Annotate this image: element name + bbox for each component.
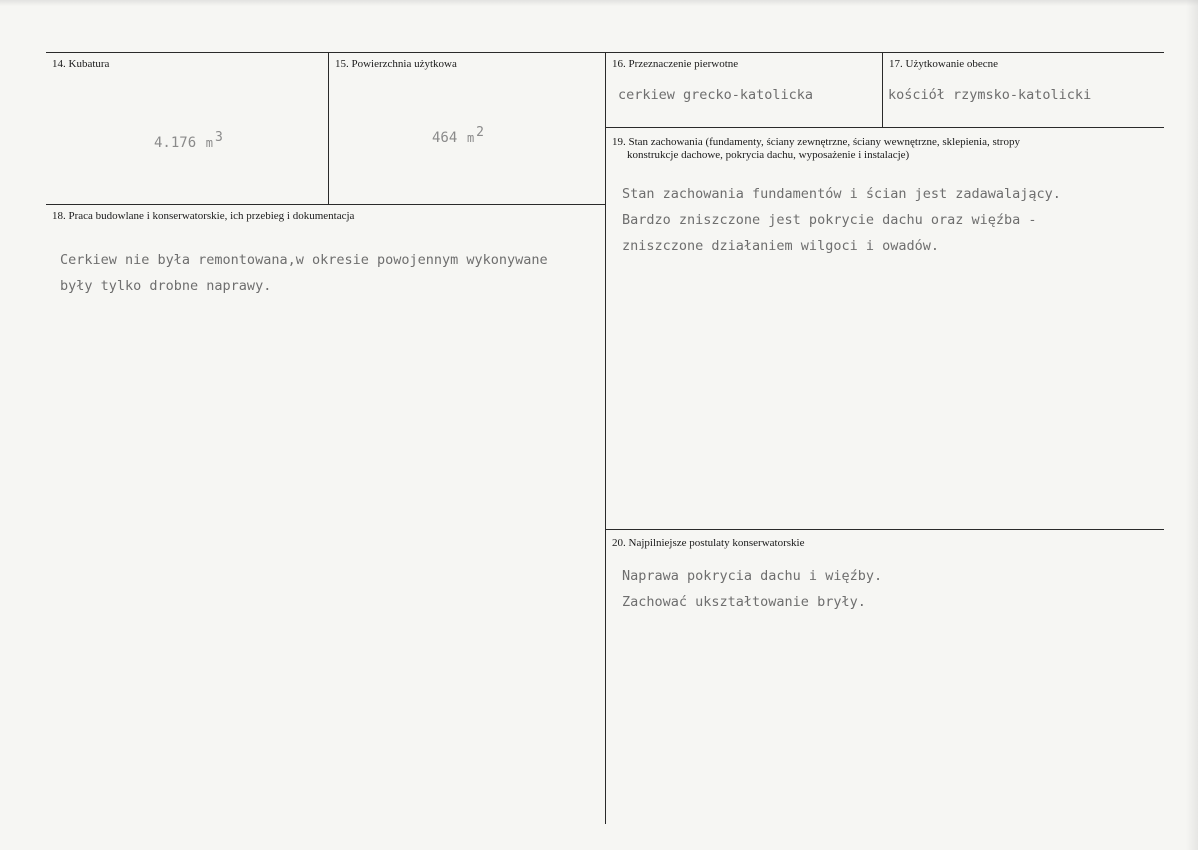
stan-label-line-1: 19. Stan zachowania (fundamenty, ściany zewnętrzne, ściany wewnętrzne, sklepienia, stropy — [612, 136, 1020, 148]
postulaty-label: 20. Najpilniejsze postulaty konserwatorskie — [612, 537, 805, 549]
uzytkowanie-label: 17. Użytkowanie obecne — [889, 58, 999, 70]
praca-line-2: były tylko drobne naprawy. — [60, 278, 272, 294]
center-divider — [605, 52, 606, 824]
powierzchnia-value — [432, 127, 484, 146]
stan-line-1: Stan zachowania fundamentów i ścian jest zadawalający. — [622, 186, 1061, 202]
kubatura-number: 4.176 — [154, 135, 197, 151]
stan-line-2: Bardzo zniszczone jest pokrycie dachu oraz więźba - — [622, 212, 1037, 228]
kubatura-value — [154, 132, 223, 151]
stan-label-line-2: konstrukcje dachowe, pokrycia dachu, wyposażenie i instalacje) — [627, 149, 910, 161]
powierzchnia-label: 15. Powierzchnia użytkowa — [335, 58, 457, 70]
paper-right-edge — [1186, 0, 1198, 850]
stan-line-3: zniszczone działaniem wilgoci i owadów. — [622, 238, 939, 254]
line-above-20 — [605, 529, 1164, 530]
przeznaczenie-value: cerkiew grecko-katolicka — [618, 87, 814, 103]
line-under-14-15 — [46, 204, 606, 205]
divider-14-15 — [328, 52, 329, 204]
powierzchnia-exponent: 2 — [476, 125, 484, 140]
praca-line-1: Cerkiew nie była remontowana,w okresie powojennym wykonywane — [60, 252, 548, 268]
praca-label: 18. Praca budowlane i konserwatorskie, ich przebieg i dokumentacja — [52, 210, 355, 222]
paper-top-edge — [0, 0, 1198, 6]
powierzchnia-unit: m — [466, 131, 475, 145]
line-under-16-17 — [605, 127, 1164, 128]
przeznaczenie-label: 16. Przeznaczenie pierwotne — [612, 58, 739, 70]
powierzchnia-number: 464 — [432, 130, 458, 146]
uzytkowanie-value: kościół rzymsko-katolicki — [888, 87, 1092, 103]
kubatura-exponent: 3 — [215, 130, 223, 145]
divider-16-17 — [882, 52, 883, 128]
kubatura-unit: m — [205, 136, 214, 150]
kubatura-label: 14. Kubatura — [52, 58, 110, 70]
postulaty-line-1: Naprawa pokrycia dachu i więźby. — [622, 568, 883, 584]
postulaty-line-2: Zachować ukształtowanie bryły. — [622, 594, 866, 610]
